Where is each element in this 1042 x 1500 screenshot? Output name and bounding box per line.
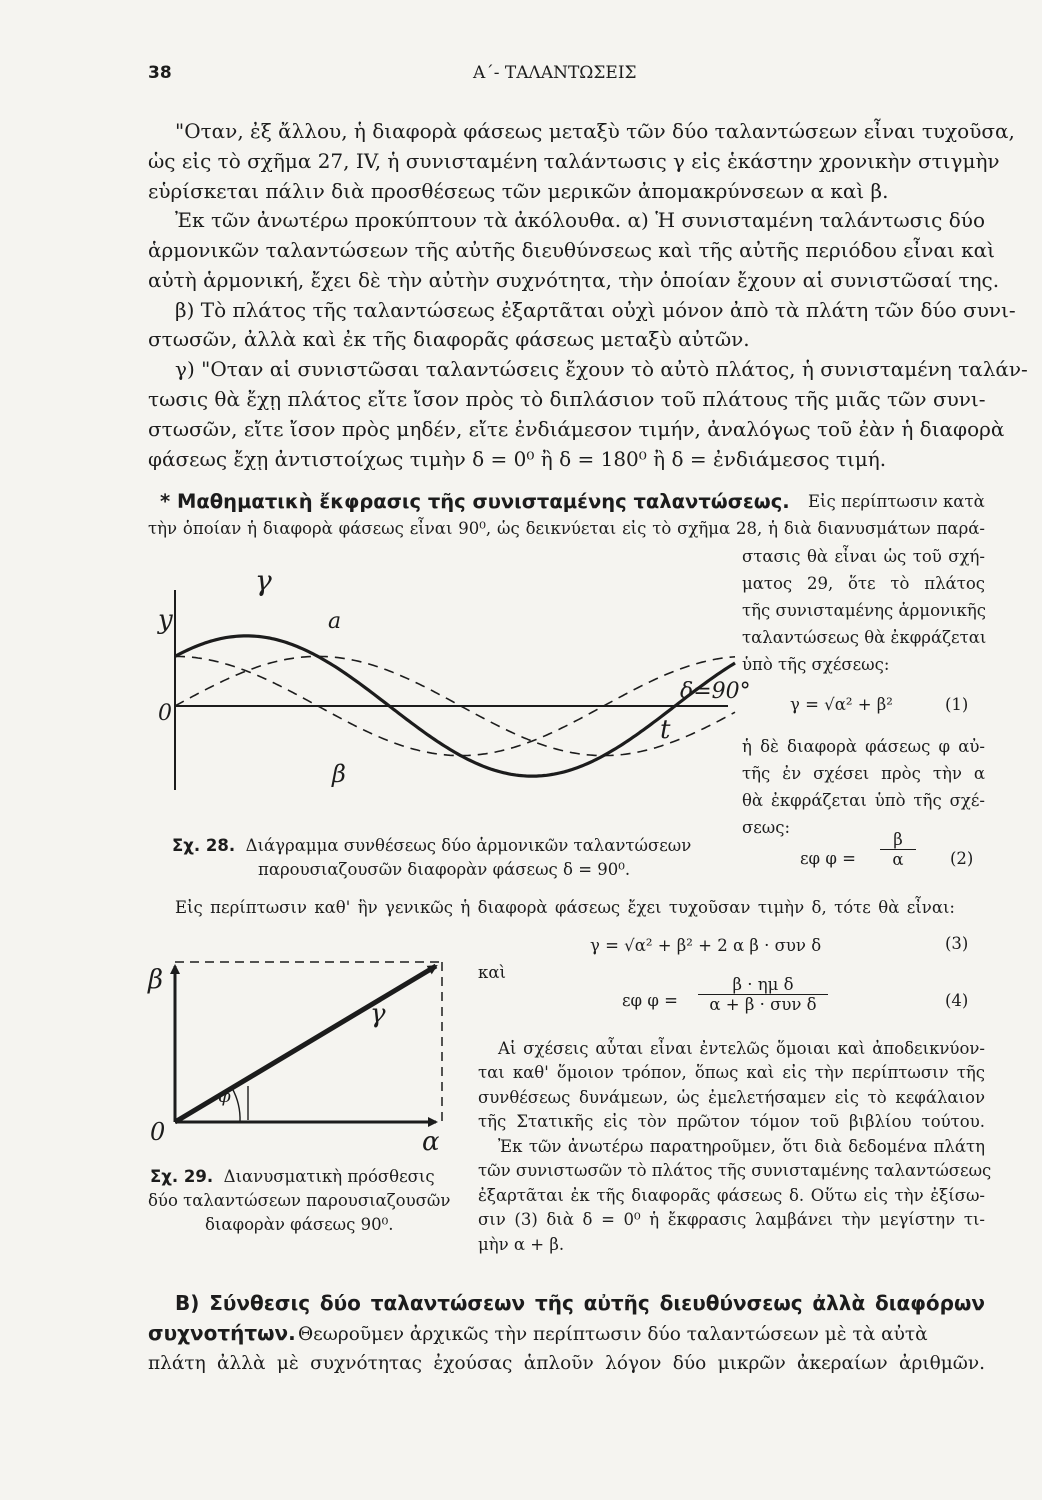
caption-label: Σχ. 29. bbox=[150, 1167, 214, 1186]
fraction-numerator: β · ημ δ bbox=[732, 975, 794, 994]
equation-2-fraction bbox=[880, 830, 916, 869]
text-line: Ἐκ τῶν ἀνωτέρω προκύπτουν τὰ ἀκόλουθα. α) Ἡ συνισταμένη ταλάντωσις δύο bbox=[175, 208, 985, 232]
text-line: Αἱ σχέσεις αὗται εἶναι ἐντελῶς ὅμοιαι καὶ ἀποδεικνύον- bbox=[498, 1039, 985, 1058]
text-line: Εἰς περίπτωσιν καθ' ἣν γενικῶς ἡ διαφορὰ φάσεως ἔχει τυχοῦσαν τιμὴν δ, τότε θὰ εἶναι: bbox=[175, 898, 955, 917]
text-line: στωσῶν, εἴτε ἴσον πρὸς μηδέν, εἴτε ἐνδιάμεσον τιμήν, ἀναλόγως τοῦ ἐὰν ἡ διαφορὰ bbox=[148, 417, 1005, 441]
label-beta: β bbox=[332, 760, 346, 788]
equation-3-number: (3) bbox=[945, 934, 969, 953]
text-line: ἐξαρτᾶται ἐκ τῆς διαφορᾶς φάσεως δ. Οὕτω εἰς τὴν ἐξίσω- bbox=[478, 1186, 985, 1205]
equation-1-number: (1) bbox=[945, 695, 969, 714]
figure-29-caption-line3: διαφορὰν φάσεως 90⁰. bbox=[205, 1215, 394, 1234]
label-phi: φ bbox=[218, 1086, 231, 1107]
section-b-heading: Β) Σύνθεσις δύο ταλαντώσεων τῆς αὐτῆς διευθύνσεως ἀλλὰ διαφόρων bbox=[175, 1291, 985, 1315]
figure-29-caption bbox=[150, 1163, 435, 1190]
label-beta: β bbox=[148, 965, 164, 995]
text-line: ἁρμονικῶν ταλαντώσεων τῆς αὐτῆς διευθύνσεως καὶ τῆς αὐτῆς περιόδου εἶναι καὶ bbox=[148, 238, 996, 262]
text-line: στασις θὰ εἶναι ὡς τοῦ σχή- bbox=[742, 547, 985, 566]
text-line: σιν (3) διὰ δ = 0⁰ ἡ ἔκφρασις λαμβάνει τὴν μεγίστην τι- bbox=[478, 1210, 985, 1229]
equation-3: γ = √α² + β² + 2 α β · συν δ bbox=[590, 936, 822, 955]
label-zero: 0 bbox=[150, 1118, 166, 1146]
text-line: τῆς Στατικῆς εἰς τὸν πρῶτον τόμον τοῦ βιβλίου τούτου. bbox=[478, 1112, 985, 1131]
equation-4-number: (4) bbox=[945, 991, 969, 1010]
text-line: φάσεως ἔχῃ ἀντιστοίχως τιμὴν δ = 0⁰ ἢ δ = 180⁰ ἢ δ = ἐνδιάμεσος τιμή. bbox=[148, 447, 887, 471]
label-alpha: α bbox=[422, 1127, 440, 1157]
text-kai: καὶ bbox=[478, 963, 506, 982]
vector-gamma bbox=[175, 966, 436, 1122]
label-t: t bbox=[660, 715, 671, 745]
equation-4-fraction bbox=[698, 975, 828, 1014]
label-y: y bbox=[158, 605, 173, 635]
figure-28-caption bbox=[172, 832, 691, 859]
caption-text: Διανυσματικὴ πρόσθεσις bbox=[223, 1167, 435, 1186]
text-line: Θεωροῦμεν ἀρχικῶς τὴν περίπτωσιν δύο ταλαντώσεων μὲ τὰ αὐτὰ bbox=[298, 1324, 928, 1345]
text-line: σεως: bbox=[742, 818, 791, 837]
fraction-denominator: α + β · συν δ bbox=[698, 994, 828, 1014]
text-line: γ) "Οταν αἱ συνιστῶσαι ταλαντώσεις ἔχουν τὸ αὐτὸ πλάτος, ἡ συνισταμένη ταλάν- bbox=[175, 357, 1028, 381]
label-gamma: γ bbox=[370, 999, 386, 1029]
label-gamma: γ bbox=[255, 564, 272, 597]
equation-1: γ = √α² + β² bbox=[790, 695, 893, 714]
fraction-numerator: β bbox=[893, 830, 903, 849]
equation-2-lhs: εφ φ = bbox=[800, 849, 856, 868]
text-line: β) Τὸ πλάτος τῆς ταλαντώσεως ἐξαρτᾶται οὐχὶ μόνον ἀπὸ τὰ πλάτη τῶν δύο συνι- bbox=[175, 298, 1016, 322]
fraction-denominator: α bbox=[880, 849, 916, 869]
text-line: τῆς ἐν σχέσει πρὸς τὴν α bbox=[742, 764, 985, 783]
caption-label: Σχ. 28. bbox=[172, 836, 236, 855]
text-line: Εἰς περίπτωσιν κατὰ bbox=[808, 492, 985, 511]
text-line: τωσις θὰ ἔχῃ πλάτος εἴτε ἴσον πρὸς τὸ διπλάσιον τοῦ πλάτους τῆς μιᾶς τῶν συνι- bbox=[148, 387, 986, 411]
figure-29-diagram bbox=[140, 950, 460, 1160]
text-line: θὰ ἐκφράζεται ὑπὸ τῆς σχέ- bbox=[742, 791, 985, 810]
label-a: a bbox=[328, 609, 342, 634]
text-line: ὑπὸ τῆς σχέσεως: bbox=[742, 655, 890, 674]
text-line: Ἐκ τῶν ἀνωτέρω παρατηροῦμεν, ὅτι διὰ δεδομένα πλάτη bbox=[498, 1137, 985, 1156]
equation-4-lhs: εφ φ = bbox=[622, 991, 678, 1010]
section-heading: * Μαθηματικὴ ἔκφρασις τῆς συνισταμένης ταλαντώσεως. bbox=[160, 490, 790, 513]
equation-2-number: (2) bbox=[950, 849, 974, 868]
text-line: πλάτη ἀλλὰ μὲ συχνότητας ἐχούσας ἁπλοῦν λόγον δύο μικρῶν ἀκεραίων ἀριθμῶν. bbox=[148, 1353, 985, 1374]
caption-text: Διάγραμμα συνθέσεως δύο ἁρμονικῶν ταλαντώσεων bbox=[245, 836, 692, 855]
figure-29-caption-line2: δύο ταλαντώσεων παρουσιαζουσῶν bbox=[148, 1191, 451, 1210]
text-line: ταλαντώσεως θὰ ἐκφράζεται bbox=[742, 628, 987, 647]
text-line: ματος 29, ὅτε τὸ πλάτος bbox=[742, 574, 985, 593]
angle-arc bbox=[232, 1088, 240, 1122]
label-zero: 0 bbox=[158, 701, 172, 726]
figure-28-diagram bbox=[160, 560, 750, 830]
text-line: ἡ δὲ διαφορὰ φάσεως φ αὐ- bbox=[742, 737, 985, 756]
text-line: συνθέσεως δυνάμεων, ὡς ἐμελετήσαμεν εἰς τὸ κεφάλαιον bbox=[478, 1088, 985, 1107]
text-line: εὑρίσκεται πάλιν διὰ προσθέσεως τῶν μερικῶν ἀπομακρύνσεων α καὶ β. bbox=[148, 179, 889, 203]
text-line: τῶν συνιστωσῶν τὸ πλάτος τῆς συνισταμένης ταλαντώσεως bbox=[478, 1161, 992, 1180]
figure-28-caption-line2: παρουσιαζουσῶν διαφορὰν φάσεως δ = 90⁰. bbox=[258, 860, 631, 879]
text-line: τὴν ὁποίαν ἡ διαφορὰ φάσεως εἶναι 90⁰, ὡς δεικνύεται εἰς τὸ σχῆμα 28, ἡ διὰ διανυσμάτων παρά- bbox=[148, 519, 985, 538]
text-line: τῆς συνισταμένης ἁρμονικῆς bbox=[742, 601, 986, 620]
text-line: ται καθ' ὅμοιον τρόπον, ὅπως καὶ εἰς τὴν περίπτωσιν τῆς bbox=[478, 1063, 985, 1082]
text-line: ὡς εἰς τὸ σχῆμα 27, IV, ἡ συνισταμένη ταλάντωσις γ εἰς ἑκάστην χρονικὴν στιγμὴν bbox=[148, 149, 1000, 173]
page-number: 38 bbox=[148, 63, 172, 83]
label-delta: δ=90° bbox=[680, 679, 751, 704]
text-line: στωσῶν, ἀλλὰ καὶ ἐκ τῆς διαφορᾶς φάσεως μεταξὺ αὐτῶν. bbox=[148, 327, 750, 351]
section-b-heading-cont: συχνοτήτων. bbox=[148, 1321, 296, 1345]
text-line: "Οταν, ἐξ ἄλλου, ἡ διαφορὰ φάσεως μεταξὺ τῶν δύο ταλαντώσεων εἶναι τυχοῦσα, bbox=[175, 119, 1015, 143]
text-line: μὴν α + β. bbox=[478, 1235, 565, 1254]
text-line: αὐτὴ ἁρμονική, ἔχει δὲ τὴν αὐτὴν συχνότητα, τὴν ὁποίαν ἔχουν αἱ συνιστῶσαί της. bbox=[148, 268, 1000, 292]
running-title: Α΄- ΤΑΛΑΝΤΩΣΕΙΣ bbox=[473, 63, 637, 83]
